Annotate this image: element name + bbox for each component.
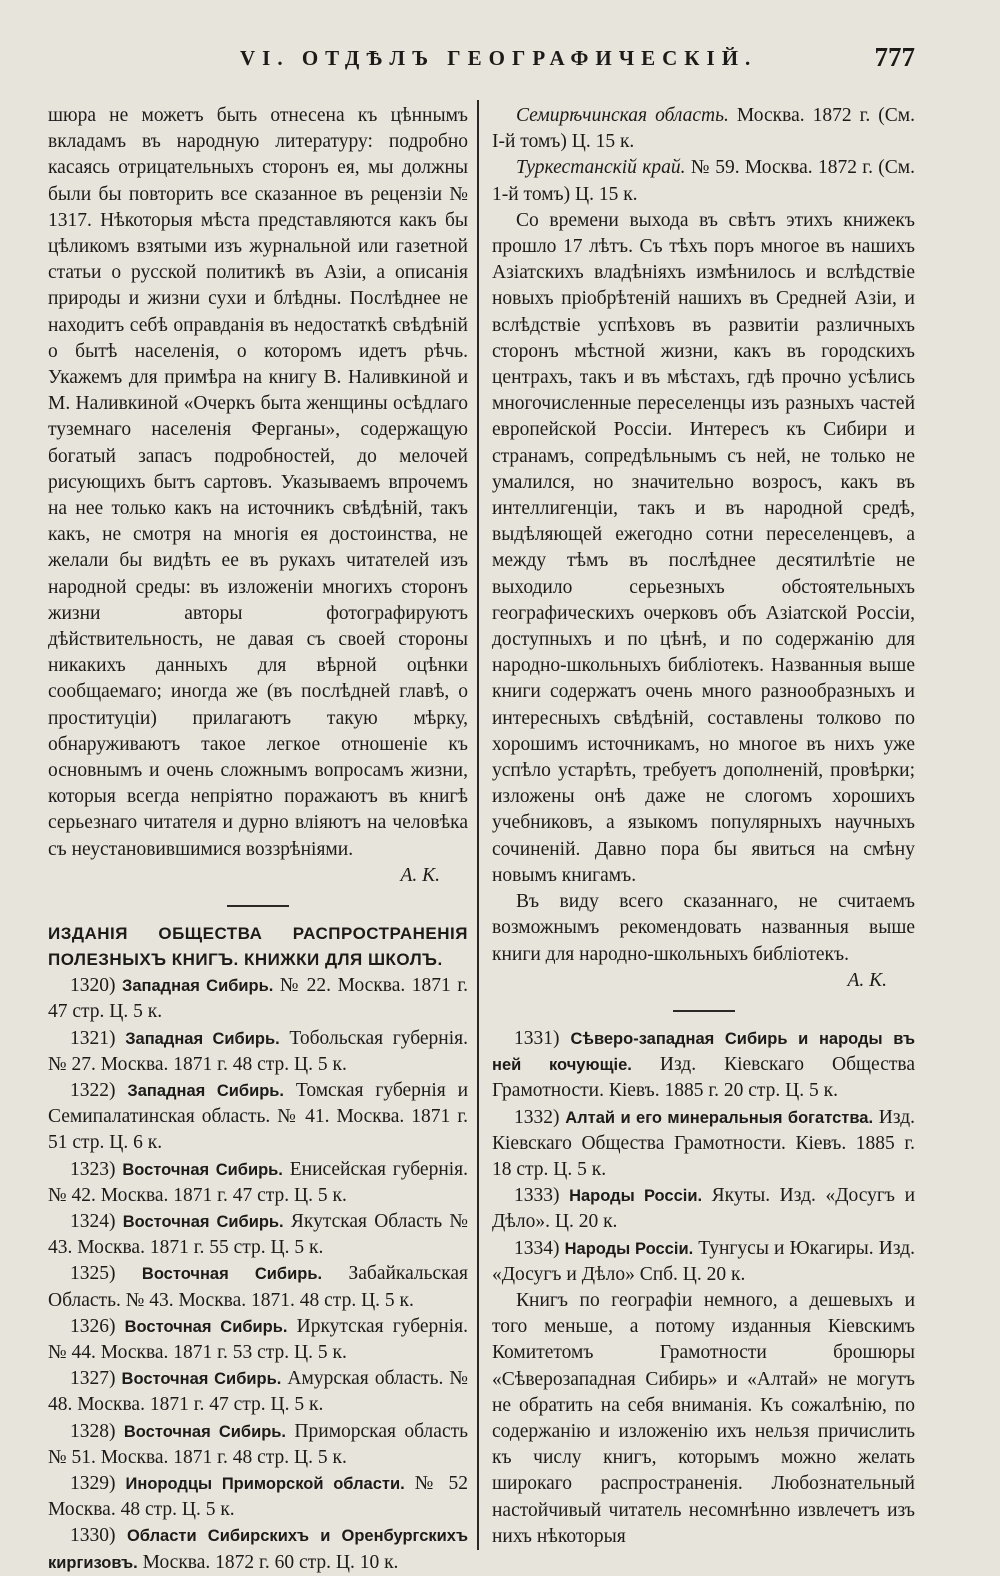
review-paragraph: шюра не можетъ быть отнесена къ цѣннымъ вкладамъ въ народную литературу: подробно касаясь отрицательныхъ сторонъ ея, мы должны были бы повторить все сказанное въ рецензіи № 1317. Нѣкоторыя мѣста представляются какъ бы цѣликомъ взятыми изъ журнальной или газетной статьи о русской политикѣ въ Азіи, а описанія природы и жизни сухи и блѣдны. Послѣднее не находитъ себѣ оправданія въ недостаткѣ свѣдѣній о бытѣ населенія, о которомъ идетъ рѣчь. Укажемъ для примѣра на книгу В. Наливкиной и М. Наливкиной «Очеркъ быта женщины осѣдлаго туземнаго населенія Ферганы», содержащую богатый запасъ подробностей, до мелочей рисующихъ бытъ сартовъ. Указываемъ впрочемъ на нее только какъ на источникъ свѣдѣній, такъ какъ, не смотря на многія ея достоинства, не желали бы видѣть ее въ рукахъ читателей изъ народной среды: въ изложеніи многихъ сторонъ жизни авторы фотографируютъ дѣйствительность, не давая съ своей стороны никакихъ данныхъ для вѣрной оцѣнки сообщаемаго; иногда же (въ послѣдней главѣ, о проституціи) прилагаютъ такую мѣрку, обнаруживаютъ такое легкое отношеніе къ основнымъ и очень сложнымъ вопросамъ жизни, которыя всегда непріятно поражаютъ въ книгѣ серьезнаго читателя и дурно вліяютъ на человѣка съ неустановившимися воззрѣніями.	[48, 105, 468, 860]
column-divider	[477, 100, 479, 1550]
right-column	[492, 103, 915, 1550]
section-title: ИЗДАНІЯ ОБЩЕСТВА РАСПРОСТРАНЕНІЯ ПОЛЕЗНЫХЪ КНИГЪ. КНИЖКИ ДЛЯ ШКОЛЪ.	[48, 924, 468, 970]
page-header	[0, 40, 1000, 80]
section-separator	[227, 905, 289, 907]
left-column	[48, 103, 468, 1576]
page-number: 777	[874, 42, 915, 72]
entry-1329: 1329) Инородцы Приморской области. № 52 Москва. 48 стр. Ц. 5 к.	[48, 1472, 469, 1521]
entry-1326: 1326) Восточная Сибирь. Иркутская губернія. № 44. Москва. 1871 г. 53 стр. Ц. 5 к.	[48, 1315, 469, 1363]
entry-1325: 1325) Восточная Сибирь. Забайкальская Область. № 43. Москва. 1871. 48 стр. Ц. 5 к.	[48, 1263, 468, 1311]
review-paragraph-2: Въ виду всего сказаннаго, не считаемъ возможнымъ рекомендовать названныя выше книги для народно-школьныхъ библіотекъ.	[492, 891, 915, 965]
entry-1333: 1333) Народы Россіи. Якуты. Изд. «Досугъ и Дѣло». Ц. 20 к.	[492, 1185, 916, 1233]
review-paragraph-1: Со времени выхода въ свѣтъ этихъ книжекъ прошло 17 лѣтъ. Съ тѣхъ поръ многое въ нашихъ Азіатскихъ владѣніяхъ измѣнилось и вслѣдствіе новыхъ пріобрѣтеній нашихъ въ Средней Азіи, и вслѣдствіе успѣховъ въ развитіи различныхъ сторонъ мѣстной жизни, какъ въ городскихъ центрахъ, такъ и въ мѣстахъ, гдѣ прочно усѣлись многочисленные переселенцы изъ разныхъ частей европейской Россіи. Интересъ къ Сибири и странамъ, сопредѣльнымъ съ ней, не только не умалился, но значительно возросъ, какъ въ интеллигенціи, такъ и въ народной средѣ, выдѣляющей ежегодно сотни переселенцевъ, а между тѣмъ въ послѣднее десятилѣтіе не выходило серьезныхъ обстоятельныхъ географическихъ очерковъ объ Азіатской Россіи, доступныхъ и по цѣнѣ, и по содержанію для народно-школьныхъ библіотекъ. Названныя выше книги содержатъ очень много разнообразныхъ и интересныхъ свѣдѣній, составлены толково по хорошимъ источникамъ, но многое въ нихъ уже успѣло устарѣть, требуетъ дополненій, провѣрки; изложены онѣ даже не слогомъ хорошихъ учебниковъ, а языкомъ популярныхъ научныхъ сочиненій. Давно пора бы явиться на смѣну новымъ книгамъ.	[492, 209, 915, 886]
entry-1320: 1320) Западная Сибирь. № 22. Москва. 1871 г. 47 стр. Ц. 5 к.	[48, 975, 469, 1023]
entry-1332: 1332) Алтай и его минеральныя богатства. Изд. Кіевскаго Общества Грамотности. Кіевъ. 1885 г. 18 стр. Ц. 5 к.	[492, 1106, 916, 1180]
review-paragraph-3: Книгъ по географіи немного, а дешевыхъ и того меньше, а потому изданныя Кіевскимъ Комитетомъ Грамотности брошюры «Сѣверозападная Сибирь» и «Алтай» не могутъ не обратить на себя вниманія. Къ сожалѣнію, по содержанію и изложенію ихъ нельзя причислить къ числу книгъ, которымъ можно желать широкаго распространенія. Любознательный настойчивый читатель несомнѣнно извлечетъ изъ нихъ нѣкоторыя	[492, 1289, 915, 1547]
entry-1327: 1327) Восточная Сибирь. Амурская область. № 48. Москва. 1871 г. 47 стр. Ц. 5 к.	[48, 1368, 468, 1416]
entry-turkestan: Туркестанскій край. № 59. Москва. 1872 г. (См. 1-й томъ) Ц. 15 к.	[492, 157, 915, 205]
section-separator-2	[673, 1010, 735, 1012]
entry-semirechye: Семирѣчинская область. Москва. 1872 г. (См. I-й томъ) Ц. 15 к.	[492, 105, 916, 153]
entry-1324: 1324) Восточная Сибирь. Якутская Область № 43. Москва. 1871 г. 55 стр. Ц. 5 к.	[48, 1210, 469, 1259]
entry-1334: 1334) Народы Россіи. Тунгусы и Юкагиры. Изд. «Досугъ и Дѣло» Спб. Ц. 20 к.	[492, 1237, 915, 1285]
entry-1322: 1322) Западная Сибирь. Томская губернія и Семипалатинская область. № 41. Москва. 1871 г. 51 стр. Ц. 6 к.	[48, 1079, 469, 1154]
review-signature: А. К.	[400, 864, 440, 886]
review-signature-2: А. К.	[847, 969, 887, 991]
entry-1321: 1321) Западная Сибирь. Тобольская губернія. № 27. Москва. 1871 г. 48 стр. Ц. 5 к.	[48, 1027, 469, 1075]
entry-1323: 1323) Восточная Сибирь. Енисейская губернія. № 42. Москва. 1871 г. 47 стр. Ц. 5 к.	[48, 1158, 469, 1206]
entry-1328: 1328) Восточная Сибирь. Приморская область № 51. Москва. 1871 г. 48 стр. Ц. 5 к.	[48, 1420, 469, 1468]
entry-1331: 1331) Сѣверо-западная Сибирь и народы въ ней кочующіе. Изд. Кіевскаго Общества Грамотности. Кіевъ. 1885 г. 20 стр. Ц. 5 к.	[492, 1027, 915, 1102]
running-title: VI. ОТДѢЛЪ ГЕОГРАФИЧЕСКІЙ.	[240, 46, 758, 70]
entry-1330: 1330) Области Сибирскихъ и Оренбургскихъ киргизовъ. Москва. 1872 г. 60 стр. Ц. 10 к.	[48, 1525, 468, 1573]
